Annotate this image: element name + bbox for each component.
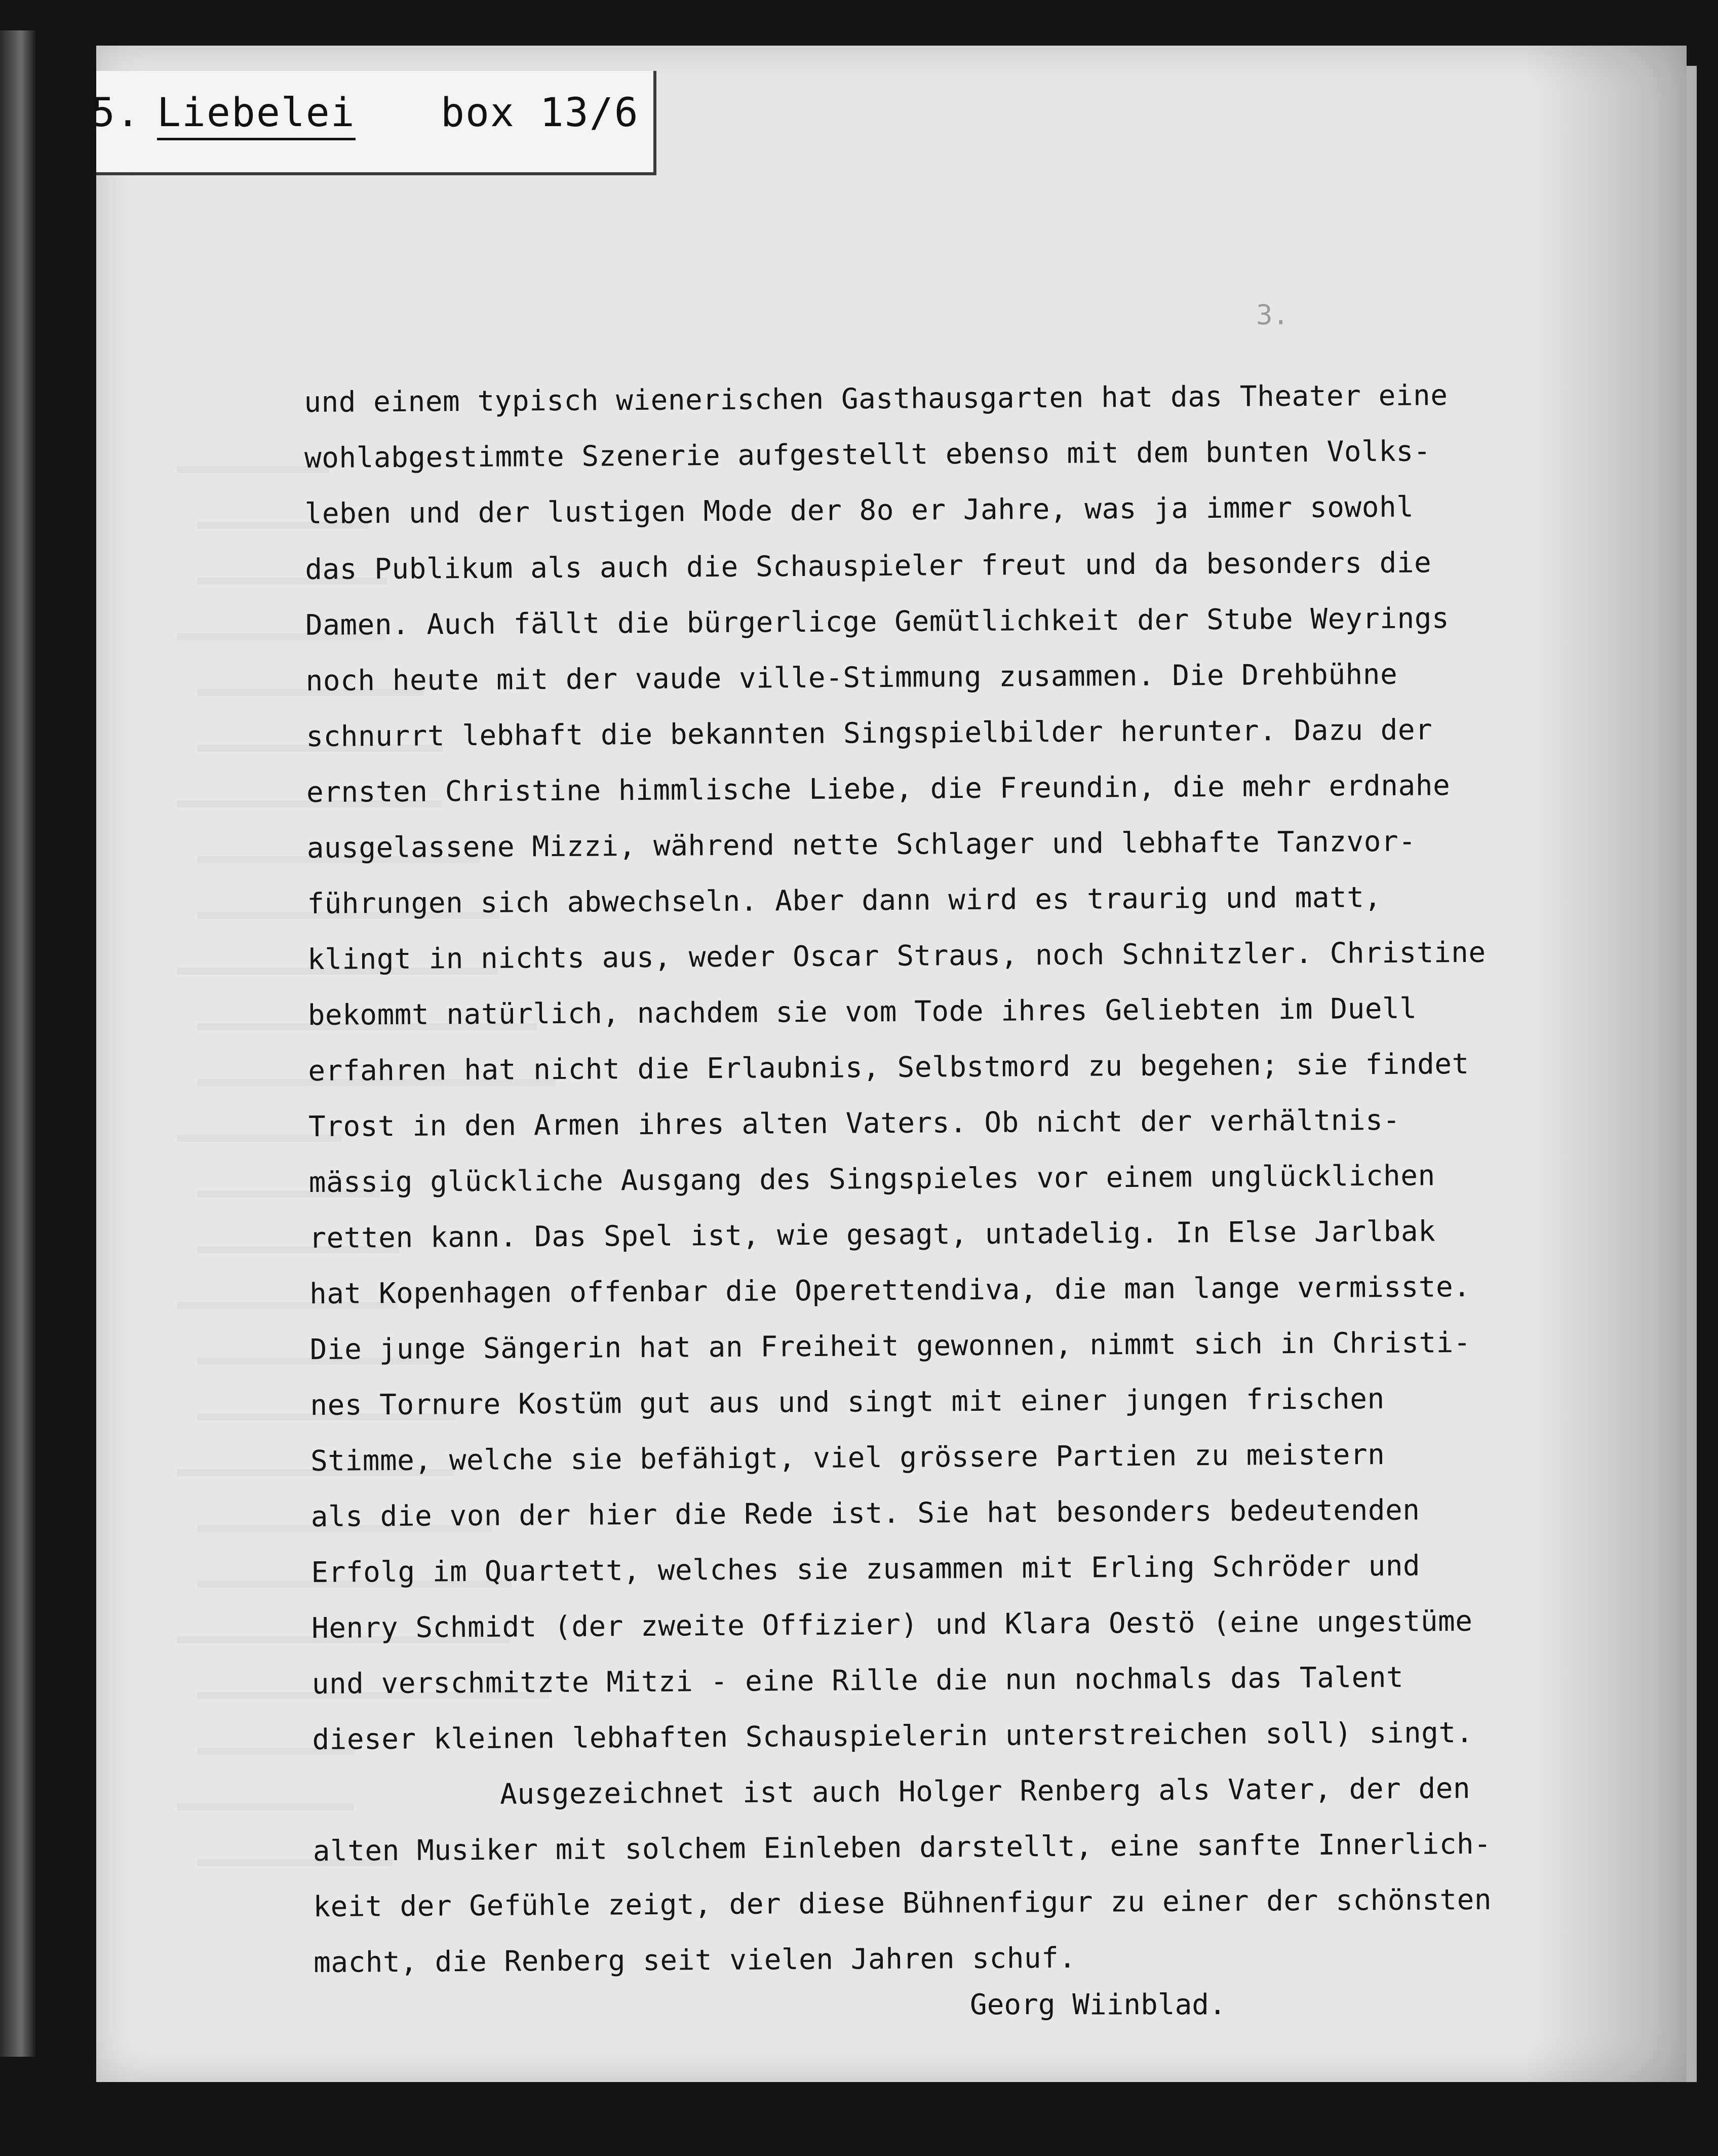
archive-folder-title: Liebelei <box>157 90 356 140</box>
text-line: Die junge Sängerin hat an Freiheit gewonnen, nimmt sich in Christi- <box>309 1326 1471 1366</box>
text-line: nes Tornure Kostüm gut aus und singt mit einer jungen frischen <box>310 1382 1385 1422</box>
page-shadow <box>1525 46 1687 2082</box>
text-line: Trost in den Armen ihres alten Vaters. Ob nicht der verhältnis- <box>308 1103 1400 1143</box>
page-number: 3. <box>1256 299 1290 331</box>
archive-label <box>91 71 656 175</box>
archive-folder-number: 5. <box>91 90 141 136</box>
author-signature: Georg Wiinblad. <box>970 1988 1226 2021</box>
adjacent-page-edge <box>0 30 35 2057</box>
text-line: leben und der lustigen Mode der 8o er Jahre, was ja immer sowohl <box>304 490 1414 530</box>
text-line: dieser kleinen lebhaften Schauspielerin unterstreichen soll) singt. <box>312 1716 1474 1756</box>
text-line: Henry Schmidt (der zweite Offizier) und Klara Oestö (eine ungestüme <box>311 1604 1473 1645</box>
closing-text-line: macht, die Renberg seit vielen Jahren schuf. <box>313 1941 1076 1979</box>
article-body <box>304 367 1519 1990</box>
text-line: führungen sich abwechseln. Aber dann wird es traurig und matt, <box>307 881 1382 920</box>
text-line: erfahren hat nicht die Erlaubnis, Selbstmord zu begehen; sie findet <box>308 1047 1469 1088</box>
text-line: bekommt natürlich, nachdem sie vom Tode ihres Geliebten im Duell <box>307 992 1417 1032</box>
text-line: ausgelassene Mizzi, während nette Schlager und lebhafte Tanzvor- <box>306 825 1416 865</box>
text-line: ernsten Christine himmlische Liebe, die Freundin, die mehr erdnahe <box>306 769 1451 809</box>
closing-text-line: Ausgezeichnet ist auch Holger Renberg als Vater, der den <box>499 1772 1471 1811</box>
text-line: Erfolg im Quartett, welches sie zusammen mit Erling Schröder und <box>311 1549 1421 1589</box>
archive-box-number: box 13/6 <box>441 90 639 136</box>
text-line: das Publikum als auch die Schauspieler freut und da besonders die <box>305 546 1432 586</box>
closing-text-line: keit der Gefühle zeigt, der diese Bühnenfigur zu einer der schönsten <box>313 1883 1492 1923</box>
closing-text-line: alten Musiker mit solchem Einleben darstellt, eine sanfte Innerlich- <box>313 1827 1492 1868</box>
text-line: hat Kopenhagen offenbar die Operettendiva, die man lange vermisste. <box>309 1270 1471 1311</box>
text-line: klingt in nichts aus, weder Oscar Straus, noch Schnitzler. Christine <box>307 936 1486 976</box>
text-line: und einem typisch wienerischen Gasthausgarten hat das Theater eine <box>304 379 1448 419</box>
text-line: mässig glückliche Ausgang des Singspieles vor einem unglücklichen <box>308 1159 1435 1199</box>
text-line: schnurrt lebhaft die bekannten Singspielbilder herunter. Dazu der <box>306 713 1433 753</box>
text-line: noch heute mit der vaude ville-Stimmung zusammen. Die Drehbühne <box>305 658 1398 698</box>
text-line: Damen. Auch fällt die bürgerlicge Gemütlichkeit der Stube Weyrings <box>305 602 1450 642</box>
text-line: wohlabgestimmte Szenerie aufgestellt ebenso mit dem bunten Volks- <box>304 435 1431 475</box>
text-line: als die von der hier die Rede ist. Sie hat besonders bedeutenden <box>310 1493 1420 1533</box>
text-line: Stimme, welche sie befähigt, viel grössere Partien zu meistern <box>310 1438 1385 1478</box>
text-line: und verschmitzte Mitzi - eine Rille die nun nochmals das Talent <box>311 1661 1404 1701</box>
text-line: retten kann. Das Spel ist, wie gesagt, untadelig. In Else Jarlbak <box>309 1215 1436 1255</box>
